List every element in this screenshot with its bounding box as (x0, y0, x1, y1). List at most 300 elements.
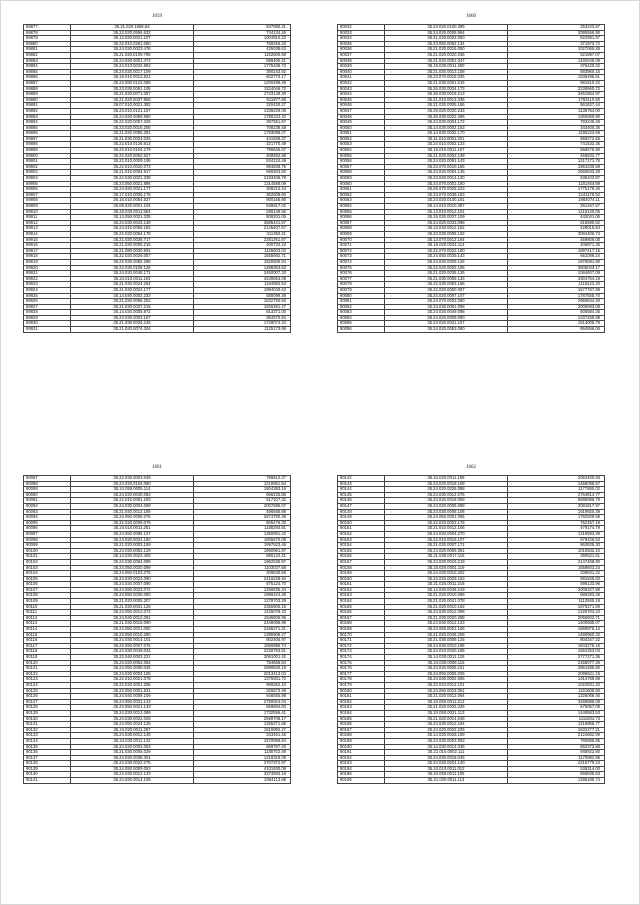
parcel-code-cell: 35.21.020.0005.207 (71, 599, 194, 605)
amount-cell: 2449086.99 (194, 621, 291, 627)
amount-cell: 1395908.27 (194, 632, 291, 638)
record-number-cell: 90145 (338, 492, 385, 498)
panel-page-number: 1659 (152, 14, 162, 19)
record-number-cell: 90122 (24, 671, 71, 677)
amount-cell: 371973.72 (508, 41, 605, 47)
parcel-code-cell: 35.24.030.0049.044 (71, 649, 194, 655)
parcel-code-cell: 35.24.010.0011.102 (71, 276, 194, 282)
record-number-cell: 89894 (24, 120, 71, 126)
amount-cell: 2665633.28 (508, 170, 605, 176)
parcel-code-cell: 35.14.020.0028.199 (385, 733, 508, 739)
record-number-cell: 90053 (338, 142, 385, 148)
record-number-cell: 90171 (338, 638, 385, 644)
record-number-cell: 90158 (338, 565, 385, 571)
amount-cell: 1084607.09 (508, 271, 605, 277)
amount-cell: 3268988.09 (508, 699, 605, 705)
amount-cell: 769256.33 (194, 41, 291, 47)
panel-page-number: 1660 (466, 14, 476, 19)
parcel-code-cell: 35.24.040.0012.081 (71, 615, 194, 621)
parcel-code-cell: 35.23.030.0008.132 (385, 231, 508, 237)
record-number-cell: 90196 (338, 778, 385, 784)
parcel-code-cell: 35.24.030.0022.029 (71, 716, 194, 722)
parcel-code-cell: 35.16.010.0011.157 (385, 148, 508, 154)
parcel-code-cell: 35.24.030.0003.053 (385, 738, 508, 744)
parcel-code-cell: 35.21.020.0010.088 (385, 593, 508, 599)
amount-cell: 2216779.23 (508, 761, 605, 767)
data-table (23, 24, 291, 333)
amount-cell: 1498363.63 (194, 265, 291, 271)
amount-cell: 2006327.98 (508, 587, 605, 593)
amount-cell: 253233.57 (508, 25, 605, 31)
parcel-code-cell: 35.22.010.0012.101 (385, 682, 508, 688)
amount-cell: 1215120.06 (508, 209, 605, 215)
record-number-cell: 90065 (338, 209, 385, 215)
record-number-cell: 89913 (24, 226, 71, 232)
record-number-cell: 89899 (24, 148, 71, 154)
record-number-cell: 90095 (24, 520, 71, 526)
record-number-cell: 90034 (338, 36, 385, 42)
parcel-code-cell: 35.24.020.0007.090 (71, 582, 194, 588)
parcel-code-cell: 35.24.020.0052.084 (71, 660, 194, 666)
amount-cell: 320430.27 (194, 103, 291, 109)
record-number-cell: 90134 (24, 738, 71, 744)
amount-cell: 343451.46 (194, 733, 291, 739)
record-number-cell: 89877 (24, 25, 71, 31)
record-number-cell: 90176 (338, 666, 385, 672)
parcel-code-cell: 35.24.050.0009.045 (71, 666, 194, 672)
parcel-code-cell: 35.24.020.0010.202 (385, 571, 508, 577)
parcel-code-cell: 35.24.020.0005.051 (385, 548, 508, 554)
record-number-cell: 90185 (338, 716, 385, 722)
parcel-code-cell: 35.14.020.0005.972 (71, 310, 194, 316)
parcel-code-cell: 35.24.050.0035.090 (71, 593, 194, 599)
table-panel-1662 (337, 465, 605, 885)
parcel-code-cell: 35.14.050.0021.335 (71, 215, 194, 221)
record-number-cell: 90037 (338, 52, 385, 58)
amount-cell: 6885086.79 (508, 498, 605, 504)
amount-cell: 981845.83 (508, 576, 605, 582)
amount-cell: 2186271.31 (194, 627, 291, 633)
parcel-code-cell: 35.21.030.0037.215 (71, 304, 194, 310)
parcel-code-cell: 35.24.020.0036.301 (71, 755, 194, 761)
amount-cell: 1926481.47 (194, 304, 291, 310)
amount-cell: 1996424.48 (194, 593, 291, 599)
amount-cell: 1225704.24 (508, 610, 605, 616)
amount-cell: 1919920.39 (508, 509, 605, 515)
record-number-cell: 90180 (338, 688, 385, 694)
parcel-code-cell: 35.21.030.0005.216 (71, 243, 194, 249)
record-number-cell: 90136 (24, 750, 71, 756)
parcel-code-cell: 35.14.040.0046.219 (385, 587, 508, 593)
amount-cell: 2066602.71 (508, 615, 605, 621)
parcel-code-cell: 35.24.030.0012.145 (71, 733, 194, 739)
record-number-cell: 90032 (338, 25, 385, 31)
amount-cell: 536314.00 (508, 766, 605, 772)
record-number-cell: 90093 (24, 509, 71, 515)
parcel-code-cell: 35.24.020.0001.473 (71, 58, 194, 64)
parcel-code-cell: 35.08.020.0001.104 (71, 204, 194, 210)
parcel-code-cell: 35.24.020.0100.395 (385, 25, 508, 31)
record-number-cell: 90059 (338, 176, 385, 182)
amount-cell: 2158077.26 (508, 660, 605, 666)
record-number-cell: 90094 (24, 515, 71, 521)
record-number-cell: 89902 (24, 164, 71, 170)
parcel-code-cell: 35.22.010.0126.913 (71, 142, 194, 148)
amount-cell: 1278703.29 (194, 599, 291, 605)
record-number-cell: 90042 (338, 80, 385, 86)
amount-cell: 2193406.79 (194, 176, 291, 182)
parcel-code-cell: 35.21.020.0001.047 (385, 58, 508, 64)
amount-cell: 1181464.69 (508, 181, 605, 187)
parcel-code-cell: 35.24.050.0021.133 (71, 705, 194, 711)
record-number-cell: 90099 (24, 543, 71, 549)
amount-cell: 1732556.41 (194, 710, 291, 716)
table-panel-1660 (337, 14, 605, 434)
record-number-cell: 90086 (338, 327, 385, 333)
parcel-code-cell: 35.24.020.0019.219 (385, 559, 508, 565)
amount-cell: 517107.32 (194, 498, 291, 504)
parcel-code-cell: 35.21.010.0012.106 (385, 526, 508, 532)
record-number-cell: 90160 (338, 576, 385, 582)
amount-cell: 1865670.09 (194, 537, 291, 543)
parcel-code-cell: 35.24.040.0012.123 (385, 621, 508, 627)
amount-cell: 1564353.03 (508, 649, 605, 655)
amount-cell: 875124.70 (194, 582, 291, 588)
amount-cell: 760896.95 (508, 738, 605, 744)
amount-cell: 1326066.40 (508, 694, 605, 700)
record-number-cell: 90155 (338, 548, 385, 554)
panel-page-number: 1661 (152, 465, 162, 470)
parcel-code-cell: 35.22.010.0261.060 (71, 41, 194, 47)
parcel-code-cell: 35.22.030.0108.126 (71, 265, 194, 271)
parcel-code-cell: 35.22.010.0020.073 (71, 164, 194, 170)
amount-cell: 659694.60 (194, 705, 291, 711)
amount-cell: 1241176.52 (508, 192, 605, 198)
record-number-cell: 89888 (24, 86, 71, 92)
amount-cell: 811977.65 (194, 97, 291, 103)
parcel-code-cell: 35.24.030.0010.196 (385, 643, 508, 649)
parcel-code-cell: 35.26.030.0022.296 (385, 114, 508, 120)
parcel-code-cell: 35.21.020.0032.226 (385, 705, 508, 711)
parcel-code-cell: 35.24.030.0002.065 (385, 677, 508, 683)
amount-cell: 802405.97 (194, 638, 291, 644)
parcel-code-cell: 35.24.030.0012.098 (385, 610, 508, 616)
record-number-cell: 90107 (24, 587, 71, 593)
record-number-cell: 90102 (24, 559, 71, 565)
record-number-cell: 90112 (24, 615, 71, 621)
parcel-code-cell: 35.21.030.0007.171 (385, 543, 508, 549)
amount-cell: 1793088.07 (194, 131, 291, 137)
record-number-cell: 90067 (338, 220, 385, 226)
record-number-cell: 90191 (338, 750, 385, 756)
parcel-code-cell: 35.24.020.0008.964 (385, 30, 508, 36)
amount-cell: 3084406.74 (508, 231, 605, 237)
amount-cell: 1115422.20 (508, 282, 605, 288)
amount-cell: 865122.41 (194, 554, 291, 560)
record-number-cell: 90045 (338, 97, 385, 103)
record-number-cell: 90161 (338, 582, 385, 588)
record-number-cell: 89884 (24, 64, 71, 70)
parcel-code-cell: 35.24.020.0026.088 (385, 487, 508, 493)
parcel-code-cell: 35.24.020.0017.109 (71, 69, 194, 75)
data-table (23, 475, 291, 784)
record-number-cell: 90127 (24, 699, 71, 705)
amount-cell: 441936.37 (194, 136, 291, 142)
amount-cell: 496568.88 (194, 509, 291, 515)
parcel-code-cell: 35.22.020.0050.097 (385, 287, 508, 293)
record-number-cell: 89893 (24, 114, 71, 120)
record-number-cell: 90056 (338, 159, 385, 165)
amount-cell: 1004910.23 (194, 36, 291, 42)
amount-cell: 2599708.17 (194, 716, 291, 722)
amount-cell: 2416228.94 (194, 576, 291, 582)
record-number-cell: 90120 (24, 660, 71, 666)
parcel-code-cell: 35.24.050.0021.050 (71, 627, 194, 633)
parcel-code-cell: 35.15.030.0037.109 (385, 215, 508, 221)
record-number-cell: 89927 (24, 304, 71, 310)
amount-cell: 666835.63 (508, 772, 605, 778)
parcel-code-cell: 35.24.030.0004.105 (71, 671, 194, 677)
amount-cell: 2228763.81 (194, 649, 291, 655)
record-number-cell: 90114 (24, 627, 71, 633)
record-number-cell: 89881 (24, 47, 71, 53)
parcel-code-cell: 35.24.030.0014.101 (71, 638, 194, 644)
record-number-cell: 90070 (338, 237, 385, 243)
record-number-cell: 90082 (338, 304, 385, 310)
parcel-code-cell: 35.21.030.0015.090 (71, 621, 194, 627)
parcel-code-cell: 35.24.020.0009.090 (385, 315, 508, 321)
record-number-cell: 89916 (24, 243, 71, 249)
amount-cell: 881610.22 (508, 80, 605, 86)
record-number-cell: 90132 (24, 727, 71, 733)
amount-cell: 1655692.71 (194, 254, 291, 260)
record-number-cell: 90128 (24, 705, 71, 711)
parcel-code-cell: 35.21.030.0020.298 (385, 615, 508, 621)
parcel-code-cell: 35.24.020.0018.069 (385, 498, 508, 504)
parcel-code-cell: 35.21.010.0004.817 (71, 170, 194, 176)
amount-cell: 741532.35 (508, 142, 605, 148)
record-number-cell: 90194 (338, 766, 385, 772)
parcel-code-cell: 35.26.020.0020.233 (385, 108, 508, 114)
record-number-cell: 89911 (24, 215, 71, 221)
parcel-code-cell: 35.21.020.0011.218 (385, 582, 508, 588)
record-number-cell: 90133 (24, 733, 71, 739)
parcel-code-cell: 35.24.020.0097.107 (385, 293, 508, 299)
parcel-code-cell: 35.21.020.0010.162 (385, 604, 508, 610)
parcel-code-cell: 35.24.070.0039.163 (385, 192, 508, 198)
record-number-cell: 90154 (338, 543, 385, 549)
amount-cell: 1780234.42 (194, 114, 291, 120)
parcel-code-cell: 35.24.050.0023.072 (71, 587, 194, 593)
parcel-code-cell: 35.24.020.0104.080 (71, 481, 194, 487)
record-number-cell: 90143 (338, 481, 385, 487)
amount-cell: 3605043.17 (508, 265, 605, 271)
amount-cell: 456832.77 (508, 153, 605, 159)
amount-cell: 1524046.72 (194, 86, 291, 92)
record-number-cell: 90135 (24, 744, 71, 750)
amount-cell: 2095556.90 (508, 30, 605, 36)
parcel-code-cell: 35.24.030.0024.090 (71, 576, 194, 582)
parcel-code-cell: 35.26.030.0019.213 (385, 92, 508, 98)
amount-cell: 459806.08 (508, 237, 605, 243)
amount-cell: 1314769.89 (508, 677, 605, 683)
amount-cell: 1111004.73 (508, 716, 605, 722)
record-number-cell: 90184 (338, 710, 385, 716)
record-number-cell: 89892 (24, 108, 71, 114)
record-number-cell: 90049 (338, 120, 385, 126)
parcel-code-cell: 35.24.020.0031.160 (71, 537, 194, 543)
amount-cell: 339631.22 (508, 571, 605, 577)
amount-cell: 1992074.11 (508, 198, 605, 204)
parcel-code-cell: 35.24.050.0021.106 (385, 627, 508, 633)
parcel-code-cell: 35.22.030.0082.286 (71, 259, 194, 265)
amount-cell: 1355271.65 (194, 722, 291, 728)
amount-cell: 390521.61 (508, 554, 605, 560)
parcel-code-cell: 35.22.020.0064.178 (71, 231, 194, 237)
parcel-code-cell: 35.24.010.0055.192 (71, 226, 194, 232)
amount-cell: 1318983.39 (508, 531, 605, 537)
amount-cell: 900166.90 (194, 198, 291, 204)
parcel-code-cell: 35.24.030.0012.075 (385, 492, 508, 498)
parcel-code-cell: 35.22.050.0001.531 (71, 688, 194, 694)
record-number-cell: 90098 (24, 537, 71, 543)
parcel-code-cell: 35.23.010.0121.157 (71, 108, 194, 114)
amount-cell: 1125173.89 (194, 327, 291, 333)
amount-cell: 2966644.40 (508, 299, 605, 305)
parcel-code-cell: 35.23.050.0062.134 (385, 41, 508, 47)
amount-cell: 3451864.97 (508, 92, 605, 98)
parcel-code-cell: 35.14.030.0014.035 (385, 744, 508, 750)
parcel-code-cell: 35.22.020.0057.326 (71, 120, 194, 126)
parcel-code-cell: 35.24.030.0043.148 (71, 220, 194, 226)
record-number-cell: 89903 (24, 170, 71, 176)
record-number-cell: 90173 (338, 649, 385, 655)
amount-cell: 661088.24 (508, 254, 605, 260)
parcel-code-cell: 35.22.020.0001.255 (71, 682, 194, 688)
parcel-code-cell: 35.24.050.0020.099 (71, 565, 194, 571)
record-number-cell: 90064 (338, 204, 385, 210)
amount-cell: 669272.65 (508, 136, 605, 142)
amount-cell: 1643275.16 (508, 643, 605, 649)
amount-cell: 1217171.76 (508, 159, 605, 165)
parcel-code-cell: 35.21.020.0003.159 (71, 543, 194, 549)
amount-cell: 837990.31 (194, 25, 291, 31)
parcel-code-cell: 35.22.020.0062.627 (71, 153, 194, 159)
amount-cell: 3374593.18 (194, 772, 291, 778)
amount-cell: 408871.35 (508, 243, 605, 249)
parcel-code-cell: 35.21.020.0074.304 (71, 327, 194, 333)
parcel-code-cell: 35.24.020.0001.119 (385, 565, 508, 571)
amount-cell: 896400.41 (194, 58, 291, 64)
amount-cell: 442041.06 (508, 215, 605, 221)
parcel-code-cell: 35.24.010.0011.012 (385, 766, 508, 772)
record-number-cell: 90182 (338, 699, 385, 705)
amount-cell: 536103.87 (508, 176, 605, 182)
amount-cell: 1994040.43 (194, 287, 291, 293)
parcel-code-cell: 35.21.020.0020.036 (385, 52, 508, 58)
amount-cell: 2464113.89 (194, 778, 291, 784)
record-number-cell: 90140 (24, 772, 71, 778)
record-number-cell: 90163 (338, 593, 385, 599)
record-number-cell: 89909 (24, 204, 71, 210)
amount-cell: 1570958.84 (194, 738, 291, 744)
record-number-cell: 89890 (24, 97, 71, 103)
parcel-code-cell: 35.21.030.0036.717 (71, 237, 194, 243)
parcel-code-cell: 35.24.010.0002.133 (385, 142, 508, 148)
parcel-code-cell: 35.21.020.1868.63 (71, 25, 194, 31)
record-number-cell: 90088 (24, 481, 71, 487)
record-number-cell: 90044 (338, 92, 385, 98)
record-number-cell: 90119 (24, 655, 71, 661)
record-number-cell: 90109 (24, 599, 71, 605)
amount-cell: 479174.79 (508, 526, 605, 532)
record-number-cell: 89925 (24, 293, 71, 299)
amount-cell: 883960.15 (508, 69, 605, 75)
parcel-code-cell: 35.14.040.0002.233 (71, 293, 194, 299)
amount-cell: 602770.17 (194, 75, 291, 81)
table-panel-1659 (23, 14, 291, 434)
parcel-code-cell: 35.24.070.0001.180 (385, 181, 508, 187)
amount-cell: 561637.44 (508, 103, 605, 109)
amount-cell: 1338229.08 (194, 108, 291, 114)
table-row (24, 327, 291, 333)
record-number-cell: 90046 (338, 103, 385, 109)
amount-cell: 946555.98 (194, 694, 291, 700)
amount-cell: 1136764.00 (508, 108, 605, 114)
parcel-code-cell: 35.24.020.0004.270 (385, 531, 508, 537)
parcel-code-cell: 35.24.010.0011.251 (71, 526, 194, 532)
parcel-code-cell: 35.21.020.0085.281 (71, 131, 194, 137)
parcel-code-cell: 35.21.080.0030.602 (71, 248, 194, 254)
parcel-code-cell: 35.24.050.0103.075 (71, 571, 194, 577)
record-number-cell: 90078 (338, 282, 385, 288)
record-number-cell: 89879 (24, 36, 71, 42)
parcel-code-cell: 35.22.020.0556.632 (71, 30, 194, 36)
parcel-code-cell: 35.21.030.0001.016 (385, 80, 508, 86)
record-number-cell: 90168 (338, 621, 385, 627)
amount-cell: 1337255.89 (508, 315, 605, 321)
record-number-cell: 90152 (338, 531, 385, 537)
record-number-cell: 90126 (24, 694, 71, 700)
record-number-cell: 90092 (24, 503, 71, 509)
record-number-cell: 90058 (338, 170, 385, 176)
amount-cell: 2861485.60 (508, 666, 605, 672)
table-panel-1661 (23, 465, 291, 885)
parcel-code-cell: 35.24.020.0033.098 (385, 220, 508, 226)
amount-cell: 894838.75 (194, 164, 291, 170)
amount-cell: 3707372.97 (194, 761, 291, 767)
parcel-code-cell: 35.24.070.0003.090 (385, 299, 508, 305)
amount-cell: 1787555.70 (508, 293, 605, 299)
record-number-cell: 90073 (338, 254, 385, 260)
record-number-cell: 89885 (24, 69, 71, 75)
parcel-code-cell: 35.24.050.0021.113 (385, 710, 508, 716)
parcel-code-cell: 35.11.010.0001.201 (385, 136, 508, 142)
amount-cell: 2450007.33 (194, 271, 291, 277)
amount-cell: 321770.49 (194, 142, 291, 148)
record-number-cell: 90104 (24, 571, 71, 577)
amount-cell: 1775346.73 (194, 64, 291, 70)
parcel-code-cell: 35.24.050.0021.896 (71, 181, 194, 187)
amount-cell: 364570.84 (194, 315, 291, 321)
record-number-cell: 90121 (24, 666, 71, 672)
record-number-cell: 90139 (24, 766, 71, 772)
record-number-cell: 90162 (338, 587, 385, 593)
amount-cell: 2081817.97 (508, 503, 605, 509)
table-row (24, 778, 291, 784)
amount-cell: 1365069.90 (508, 114, 605, 120)
record-number-cell: 89922 (24, 276, 71, 282)
